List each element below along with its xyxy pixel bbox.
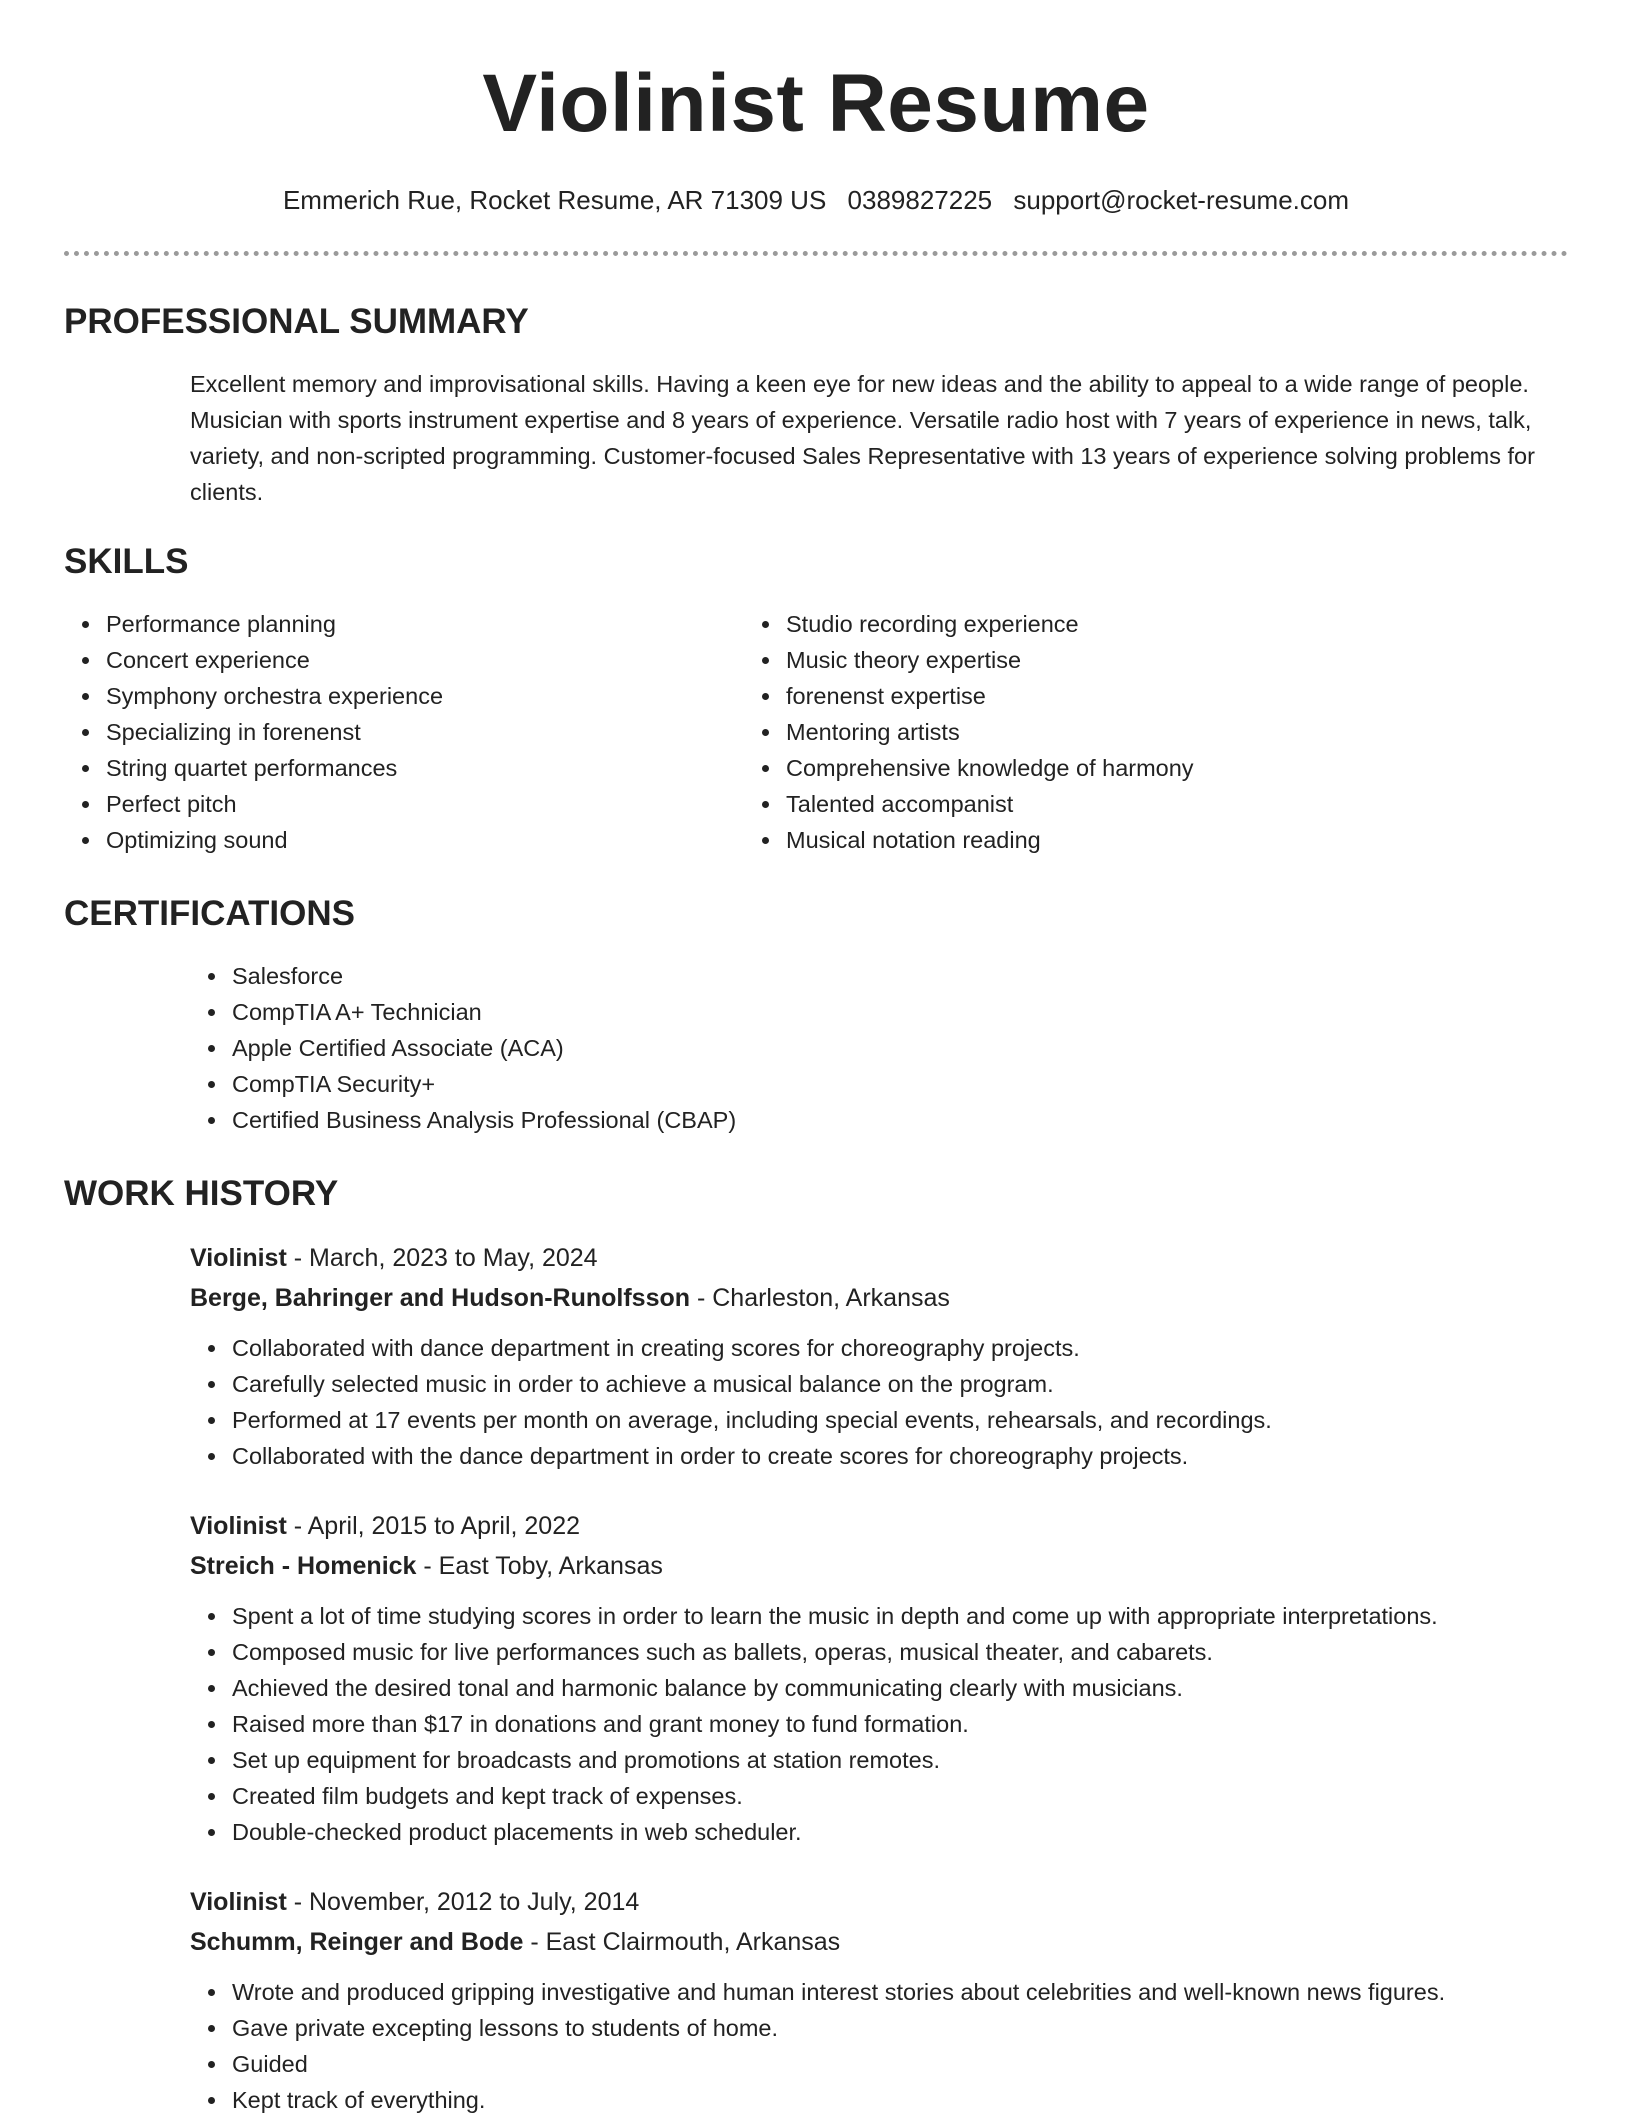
skill-item: Optimizing sound [64, 822, 744, 858]
job-dates: - March, 2023 to May, 2024 [286, 1244, 598, 1272]
skill-item: Concert experience [64, 642, 744, 678]
certification-item: Apple Certified Associate (ACA) [190, 1030, 1568, 1066]
job-bullet: Guided [190, 2046, 1568, 2082]
skill-item: Specializing in forenenst [64, 714, 744, 750]
skills-heading: SKILLS [64, 542, 189, 581]
header-divider [64, 251, 1568, 256]
job-location: - East Toby, Arkansas [416, 1552, 663, 1580]
skill-item: Musical notation reading [744, 822, 1444, 858]
contact-email[interactable]: support@rocket-resume.com [1013, 185, 1350, 215]
skill-item: String quartet performances [64, 750, 744, 786]
job-bullet: Double-checked product placements in web scheduler. [190, 1814, 1568, 1850]
job-bullet: Performed at 17 events per month on average, including special events, rehearsals, and recordings. [190, 1402, 1568, 1438]
job-bullet: Wrote and produced gripping investigative and human interest stories about celebrities and well-known news figures. [190, 1974, 1568, 2010]
contact-phone: 0389827225 [847, 185, 993, 215]
job-company: Schumm, Reinger and Bode [190, 1928, 524, 1956]
job-bullet: Gave private excepting lessons to students of home. [190, 2010, 1568, 2046]
skills-list-right [744, 606, 1444, 858]
job-company: Streich - Homenick [190, 1552, 417, 1580]
skills-grid [64, 606, 1568, 858]
certification-item: CompTIA A+ Technician [190, 994, 1568, 1030]
skill-item: Performance planning [64, 606, 744, 642]
job-dates: - April, 2015 to April, 2022 [286, 1512, 581, 1540]
skills-list-left [64, 606, 744, 858]
skill-item: Symphony orchestra experience [64, 678, 744, 714]
contact-line [64, 182, 1568, 218]
job-bullet: Achieved the desired tonal and harmonic balance by communicating clearly with musicians. [190, 1670, 1568, 1706]
job-bullet: Kept track of everything. [190, 2082, 1568, 2118]
job-entry [190, 1508, 1568, 1850]
certification-item: Certified Business Analysis Professional (CBAP) [190, 1102, 1568, 1138]
job-company-line [190, 1924, 1568, 1960]
certification-item: CompTIA Security+ [190, 1066, 1568, 1102]
job-bullets [190, 1974, 1568, 2118]
job-title: Violinist [190, 1888, 287, 1916]
job-bullet: Spent a lot of time studying scores in order to learn the music in depth and come up with appropriate interpretations. [190, 1598, 1568, 1634]
job-location: - East Clairmouth, Arkansas [523, 1928, 841, 1956]
job-company-line [190, 1548, 1568, 1584]
summary-text: Excellent memory and improvisational skills. Having a keen eye for new ideas and the ability to appeal to a wide range of people. Musician with sports instrument expertise and 8 years of experience. Versatile radio host with 7 years of experience in news, talk, variety, and non-scripted programming. Customer-focused Sales Representative with 13 years of experience solving problems for clients. [190, 371, 1535, 505]
job-bullet: Raised more than $17 in donations and grant money to fund formation. [190, 1706, 1568, 1742]
job-bullet: Created film budgets and kept track of expenses. [190, 1778, 1568, 1814]
skill-item: Talented accompanist [744, 786, 1444, 822]
summary-heading: PROFESSIONAL SUMMARY [64, 302, 529, 341]
job-title-line [190, 1884, 1568, 1920]
skill-item: Music theory expertise [744, 642, 1444, 678]
job-bullets [190, 1330, 1568, 1474]
skill-item: Mentoring artists [744, 714, 1444, 750]
job-bullet: Carefully selected music in order to achieve a musical balance on the program. [190, 1366, 1568, 1402]
job-dates: - November, 2012 to July, 2014 [286, 1888, 640, 1916]
skill-item: Perfect pitch [64, 786, 744, 822]
job-bullet: Collaborated with dance department in creating scores for choreography projects. [190, 1330, 1568, 1366]
job-company: Berge, Bahringer and Hudson-Runolfsson [190, 1284, 691, 1312]
certifications-heading: CERTIFICATIONS [64, 894, 356, 933]
job-company-line [190, 1280, 1568, 1316]
job-location: - Charleston, Arkansas [690, 1284, 950, 1312]
contact-address: Emmerich Rue, Rocket Resume, AR 71309 US [282, 185, 827, 215]
job-title-line [190, 1508, 1568, 1544]
job-entry [190, 1240, 1568, 1474]
skill-item: Comprehensive knowledge of harmony [744, 750, 1444, 786]
job-title-line [190, 1240, 1568, 1276]
job-bullet: Collaborated with the dance department in order to create scores for choreography projects. [190, 1438, 1568, 1474]
job-entry [190, 1884, 1568, 2118]
skill-item: Studio recording experience [744, 606, 1444, 642]
job-bullets [190, 1598, 1568, 1850]
resume-title: Violinist Resume [482, 58, 1150, 149]
skill-item: forenenst expertise [744, 678, 1444, 714]
job-bullet: Composed music for live performances such as ballets, operas, musical theater, and cabarets. [190, 1634, 1568, 1670]
certification-item: Salesforce [190, 958, 1568, 994]
certifications-list [190, 958, 1568, 1138]
job-title: Violinist [190, 1512, 287, 1540]
job-bullet: Set up equipment for broadcasts and promotions at station remotes. [190, 1742, 1568, 1778]
work-history-heading: WORK HISTORY [64, 1174, 339, 1213]
job-title: Violinist [190, 1244, 287, 1272]
